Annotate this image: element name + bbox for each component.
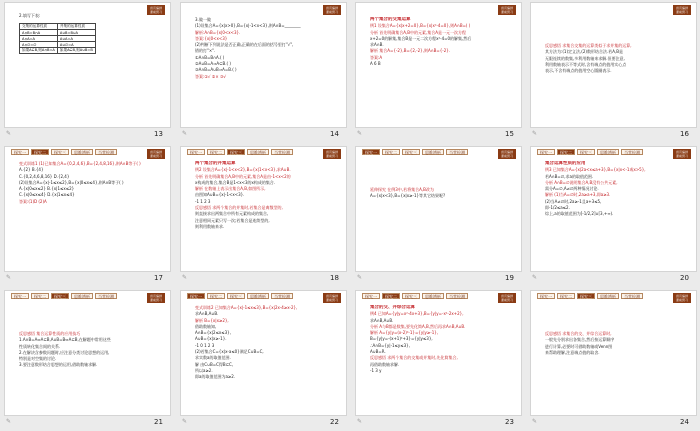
text-line: 分析 首先明确集合A,B中的元素,集合A是一元一次方程	[370, 29, 467, 35]
text-line: 3.做一做	[195, 17, 211, 22]
text-line: 延伸探究 在例3中,若将集合A,B改为	[370, 187, 434, 192]
slide-nav-tab[interactable]: 当堂检测	[446, 149, 468, 155]
slide-text	[195, 17, 336, 80]
text-line: 特别是对空集的讨论.	[19, 356, 57, 362]
slide-nav-tab[interactable]: 探究三	[51, 293, 69, 299]
pen-icon[interactable]: ✎	[532, 274, 538, 281]
text-line: 2.在解决含参数问题时,应注意分类讨论思想的运用,	[19, 349, 110, 355]
text-line: 表示,不含有端点的值用空心圆圈表示.	[545, 68, 612, 74]
text-line: ②A∪B=A⇒A⊆B.( )	[195, 61, 231, 67]
pen-icon[interactable]: ✎	[182, 130, 188, 137]
text-line: 其方法为:(1)定义法,(2)数形结合法.若A,B是	[545, 49, 623, 55]
slide-nav-tab[interactable]: 探究一	[537, 293, 555, 299]
text-line: 求A∩B.	[370, 42, 384, 48]
slide-nav-tab[interactable]: 当堂检测	[271, 149, 293, 155]
text-line: 求实数a的取值范围.	[195, 355, 231, 361]
text-line: 反思感悟 求集合的交、并综合运算时,	[545, 331, 612, 336]
text-line: 则利用数轴来求.	[195, 223, 225, 229]
text-line: 利用数轴表示不等式时,含有端点的值用实心点	[545, 61, 627, 67]
pen-icon[interactable]: ✎	[182, 418, 188, 425]
table-cell: A∩A=A	[20, 36, 58, 42]
pen-icon[interactable]: ✎	[6, 130, 12, 137]
text-line: 分析 A∩B=∅说明集合A,B没有公共元素,	[545, 179, 618, 185]
text-line: 1.A∩B=A⇔A⊆B,A∪B=B⇔A⊆B,在解题中常用这些	[19, 337, 111, 343]
slide-text	[545, 161, 686, 218]
text-line: 求A∩B,A∪B.	[370, 317, 394, 323]
text-line: 例4 已知A={y|y=x²-4x+3},B={y|y=-x²-2x+2},	[370, 311, 464, 317]
text-line: 答案:A	[370, 54, 383, 60]
slide-number: 24	[680, 418, 689, 426]
slide-nav-tab[interactable]: 探究二	[31, 149, 49, 155]
text-line: 答案:{x|0<x<3}	[195, 35, 228, 41]
text-line: C.{x|0≤x≤4} D.{x|1≤x≤4}	[19, 192, 75, 198]
slide-thumbnail[interactable]	[4, 290, 171, 416]
table-cell: A∪∅=A	[57, 42, 95, 48]
text-line: -1 1 2 3	[195, 198, 211, 204]
text-line: 变式训练1 (1)已知集合A={0,2,4,6},B={2,4,8,16},则A∩B等于( )	[19, 161, 141, 166]
text-line: (2)当A≠∅时,2a≥-1且a+3≤5,	[545, 198, 602, 204]
slide-nav-tabs	[537, 149, 643, 155]
text-line: 再借助数轴求解.	[370, 361, 400, 367]
text-line: A.{x|0≤x≤2} B.{x|1≤x≤2}	[19, 186, 75, 192]
text-line: -1 0 1 2 3	[195, 342, 215, 348]
text-line: 则直接求出两集合中所有元素构成的集合,	[195, 211, 269, 217]
table-cell: 如果A⊆B,则A∪B=B	[57, 48, 95, 54]
text-line: 无限连续的数集,多利用数轴来求解.但要注意,	[545, 55, 625, 61]
text-line: 解析 在数轴上表示出集合A,B,如图所示,	[195, 186, 266, 192]
text-line: 两个集合的交集运算	[370, 17, 411, 22]
slide-nav-tab[interactable]: 思维辨析	[247, 293, 269, 299]
table-cell: A∪B=B∪A	[57, 30, 95, 36]
slide-nav-tab[interactable]: 当堂检测	[621, 149, 643, 155]
slide-thumbnail[interactable]	[530, 2, 697, 128]
text-line: 变式训练2 已知集合A={x|-1≤x≤3},B={x|2x-4≥x-2},	[195, 305, 298, 310]
slide-number: 23	[505, 418, 514, 426]
slide-nav-tab[interactable]: 思维辨析	[422, 149, 444, 155]
slide-thumbnail[interactable]	[355, 2, 522, 128]
slide-nav-tabs	[11, 149, 117, 155]
table-cell: 并集的运算性质	[57, 24, 95, 30]
text-line: (2)设集合A={x|-1≤x≤2},B={x|0≤x≤4},则A∩B等于( )	[19, 179, 124, 185]
text-line: 解 由C∪B=C得B⊆C,	[195, 361, 234, 367]
text-line: 综上,a的取值范围为[-1/2,2]∪[3,+∞).	[545, 211, 614, 217]
slide-nav-tabs	[362, 293, 468, 299]
slide-number: 16	[680, 130, 689, 138]
text-line: A∪B={x|x≥-1}.	[195, 336, 227, 342]
text-line: 性质转化集合间的关系.	[19, 343, 61, 349]
pen-icon[interactable]: ✎	[357, 274, 363, 281]
header-badge[interactable]: 首页编排 课前预习	[673, 149, 691, 159]
text-line: 反思感悟 求两个集合的并集时,若集合是离散型的,	[195, 205, 283, 211]
slide-nav-tabs	[537, 293, 643, 299]
header-badge[interactable]: 首页编排 课前预习	[498, 149, 516, 159]
text-line: 由图知A∪B={x|-1<x<3}.	[195, 192, 245, 198]
pen-icon[interactable]: ✎	[6, 274, 12, 281]
slide-number: 14	[330, 130, 339, 138]
slide-text	[545, 43, 686, 74]
slide-nav-tab[interactable]: 思维辨析	[71, 293, 93, 299]
table-cell: 如果A⊆B,则A∩B=A	[20, 48, 58, 54]
slide-thumbnail[interactable]	[530, 146, 697, 272]
property-table	[19, 23, 96, 54]
slide-text	[545, 331, 686, 356]
table-cell: A∩B=B∩A	[20, 30, 58, 36]
text-line: 注意相同元素只写一次;若集合是连续型的,	[195, 217, 270, 223]
text-line: 来帮助理解,注意端点值的取舍.	[545, 349, 600, 355]
text-line: 需分A=∅,A≠∅两种情况讨论.	[545, 186, 599, 192]
text-line: 借助数轴知,	[195, 323, 217, 329]
text-line: 例1 设集合A={x|x+2=0},B={x|x²-4=0},则A∩B=( )	[370, 23, 471, 29]
table-cell: A∩∅=∅	[20, 42, 58, 48]
text-line: A∩B={x|2≤x≤3},	[195, 330, 231, 336]
text-line: A.{2} B.{4}	[19, 167, 44, 173]
text-line: ∴A∩B={y|-1≤y≤3},	[370, 342, 410, 348]
text-line: 两个集合的并集运算	[195, 161, 236, 166]
text-line: 解析:A∩B={x|0<x<3}.	[195, 29, 241, 35]
slide-text	[195, 305, 336, 381]
slide-nav-tab[interactable]: 思维辨析	[597, 149, 619, 155]
text-line: 求A∩B,A∪B.	[195, 311, 219, 317]
slide-nav-tab[interactable]: 思维辨析	[71, 149, 93, 155]
table-cell: 交集的运算性质	[20, 24, 58, 30]
slide-number: 15	[505, 130, 514, 138]
header-badge[interactable]: 首页编排 课前预习	[323, 293, 341, 303]
text-line: 反思感悟 集合运算性质的应用技巧	[19, 331, 81, 336]
slide-nav-tab[interactable]: 探究三	[227, 293, 245, 299]
text-line: 即-1/2≤a≤2.	[545, 205, 570, 211]
text-line: 若A∩B=∅,求a的取值范围.	[545, 173, 594, 179]
text-line: 即a的取值范围为a≥2.	[195, 374, 236, 380]
slide-text	[19, 331, 160, 369]
slide-number: 18	[330, 274, 339, 282]
slide-text	[195, 161, 336, 230]
pen-icon[interactable]: ✎	[6, 418, 12, 425]
slide-nav-tab[interactable]: 探究二	[382, 149, 400, 155]
slide-nav-tab[interactable]: 探究一	[187, 293, 205, 299]
text-line: (2)若集合C={x|x-a≤0}满足C∪B=C,	[195, 349, 264, 355]
pen-icon[interactable]: ✎	[532, 418, 538, 425]
text-line: 分析 首先明确集合A,B中的元素,集合A是由-1<x<2的	[195, 173, 291, 179]
header-badge[interactable]: 首页编排 课前预习	[673, 5, 691, 15]
slide-number: 17	[154, 274, 163, 282]
slide-nav-tab[interactable]: 探究一	[187, 149, 205, 155]
text-line: 解析 A={y|y=(x-2)²-1}={y|y≥-1},	[370, 330, 439, 336]
slide-thumbnail[interactable]	[4, 146, 171, 272]
slide-nav-tab[interactable]: 探究二	[382, 293, 400, 299]
slide-nav-tab[interactable]: 探究一	[11, 149, 29, 155]
text-line: ③A∩B=A∪B⇒A=B.( )	[195, 67, 237, 73]
slide-number: 20	[680, 274, 689, 282]
slide-nav-tab[interactable]: 探究三	[402, 149, 420, 155]
slide-number: 21	[154, 418, 163, 426]
pen-icon[interactable]: ✎	[182, 274, 188, 281]
slide-nav-tabs	[11, 293, 117, 299]
slide-nav-tab[interactable]: 探究三	[227, 149, 245, 155]
slide-nav-tab[interactable]: 探究一	[11, 293, 29, 299]
text-line: 答案:(1)D (2)A	[19, 198, 47, 204]
slide-nav-tabs	[187, 149, 293, 155]
slide-nav-tabs	[187, 293, 293, 299]
slide-number: 13	[154, 130, 163, 138]
slide-nav-tab[interactable]: 探究二	[207, 293, 225, 299]
text-line: 集合运算性质的应用	[545, 161, 586, 166]
slide-thumbnail[interactable]	[355, 146, 522, 272]
text-line: 答案:①√ ②× ③√	[195, 73, 227, 79]
slide-thumbnail[interactable]	[180, 146, 347, 272]
slide-nav-tab[interactable]: 思维辨析	[597, 293, 619, 299]
slide-thumbnail[interactable]	[355, 290, 522, 416]
slide-nav-tabs	[362, 149, 468, 155]
header-badge[interactable]: 首页编排 课前预习	[498, 5, 516, 15]
slide-text	[370, 187, 511, 200]
slide-text	[370, 17, 511, 67]
text-line: C.{0,2,4,6,8,16} D.{2,4}	[19, 173, 70, 179]
slide-nav-tab[interactable]: 思维辨析	[247, 149, 269, 155]
text-line: 反思感悟 求两个集合的交集或并集时,先化简集合,	[370, 355, 458, 361]
slide-nav-tab[interactable]: 探究一	[362, 293, 380, 299]
text-line: 错的打"×".	[195, 48, 216, 54]
slide-nav-tab[interactable]: 当堂检测	[95, 293, 117, 299]
header-badge[interactable]: 首页编排 课前预习	[147, 293, 165, 303]
text-line: x+2=0的解集,集合B是一元二次方程x²-4=0的解集,然后	[370, 35, 472, 41]
slide-nav-tab[interactable]: 当堂检测	[95, 149, 117, 155]
pen-icon[interactable]: ✎	[532, 130, 538, 137]
text-line: 例2 设集合A={x|-1<x<2},B={x|1<x<3},求A∪B.	[195, 167, 291, 173]
slide-nav-tab[interactable]: 探究二	[31, 293, 49, 299]
text-line: (2)判断下列说法是否正确,正确的在后面的括号里打"√",	[195, 42, 294, 48]
text-line: A 6 B	[370, 61, 381, 67]
slide-thumbnail[interactable]	[180, 290, 347, 416]
text-line: 例3 已知集合A={x|2a<x≤a+3},B={x|x<-1或x>5},	[545, 167, 646, 173]
header-badge[interactable]: 首页编排 课前预习	[323, 5, 341, 15]
text-line: 解析 (1)当A=∅时,2a≥a+3,即a≥3.	[545, 192, 611, 198]
slide-thumbnail[interactable]	[180, 2, 347, 128]
slide-nav-tab[interactable]: 探究二	[557, 293, 575, 299]
header-badge[interactable]: 首页编排 课前预习	[147, 5, 165, 15]
slide-nav-tab[interactable]: 思维辨析	[422, 293, 444, 299]
text-line: 解析 B={x|x≥2},	[195, 317, 229, 323]
slide-nav-tab[interactable]: 探究三	[402, 293, 420, 299]
text-line: -1 3 y	[370, 367, 382, 373]
text-line: ①A∩B=B∩A.( )	[195, 54, 225, 60]
slide-thumbnail[interactable]	[530, 290, 697, 416]
text-line: x构成的集合,集合B是1<x<3的x构成的集合.	[195, 179, 276, 185]
slide-nav-tab[interactable]: 探究三	[577, 293, 595, 299]
header-badge[interactable]: 首页编排 课前预习	[498, 293, 516, 303]
text-line: 进行计算,必要时可借助数轴或Venn图	[545, 343, 613, 349]
text-line: 一般先分别求出各集合,然后按运算顺序	[545, 337, 615, 343]
slide-nav-tab[interactable]: 探究一	[362, 149, 380, 155]
text-line: 集合的交、并综合运算	[370, 305, 415, 310]
header-badge[interactable]: 首页编排 课前预习	[673, 293, 691, 303]
text-line: 反思感悟 求集合交集的运算类似于求并集的运算,	[545, 43, 632, 48]
header-badge[interactable]: 首页编排 课前预习	[323, 149, 341, 159]
slide-nav-tab[interactable]: 当堂检测	[271, 293, 293, 299]
header-badge[interactable]: 首页编排 课前预习	[147, 149, 165, 159]
pen-icon[interactable]: ✎	[357, 418, 363, 425]
pen-icon[interactable]: ✎	[357, 130, 363, 137]
slide-nav-tab[interactable]: 探究三	[577, 149, 595, 155]
text-line: A={x|x<3},B={x|x≥-1}等其它结果呢?	[370, 193, 446, 199]
slide-nav-tab[interactable]: 探究二	[207, 149, 225, 155]
slide-text	[370, 305, 511, 374]
slide-nav-tab[interactable]: 探究一	[537, 149, 555, 155]
slide-text: 2.填写下表:	[19, 13, 41, 18]
slide-nav-tab[interactable]: 当堂检测	[446, 293, 468, 299]
slide-text	[19, 161, 160, 205]
text-line: (1)设集合A={x|x>0},B={x|-1<x<3},则A∩B=________	[195, 23, 301, 29]
slide-nav-tab[interactable]: 探究三	[51, 149, 69, 155]
text-line: A∪B=R.	[370, 349, 386, 355]
table-cell: A∪A=A	[57, 36, 95, 42]
slide-nav-tab[interactable]: 探究二	[557, 149, 575, 155]
text-line: 解析 集合A={-2},B={2,-2},则A∩B={-2}.	[370, 48, 451, 54]
slide-nav-tab[interactable]: 当堂检测	[621, 293, 643, 299]
slide-number: 19	[505, 274, 514, 282]
text-line: 3.要注意数形结合思想的运用,借助数轴求解.	[19, 362, 98, 368]
slide-thumbnail[interactable]	[4, 2, 171, 128]
text-line: 分析 A与B都是数集,要先化简A,B,然后再求A∩B,A∪B.	[370, 323, 466, 329]
slide-number: 22	[330, 418, 339, 426]
text-line: B={y|y=-(x+1)²+3}={y|y≤3},	[370, 336, 433, 342]
text-line: 所以a≥2.	[195, 367, 213, 373]
